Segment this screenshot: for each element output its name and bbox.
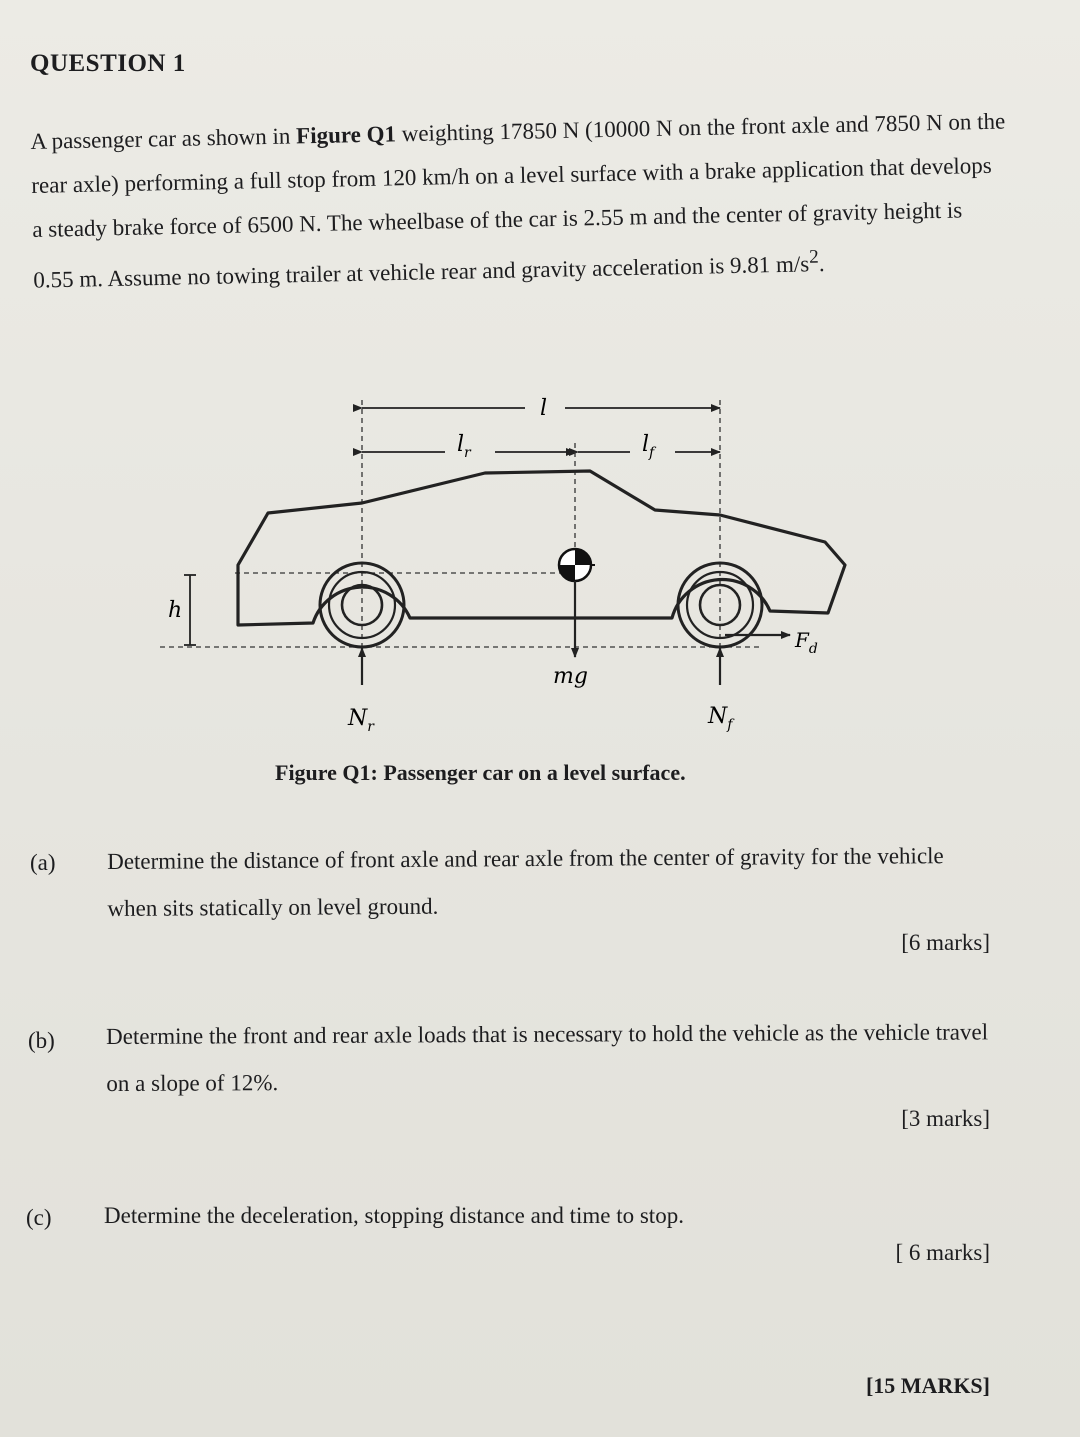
figure-caption: Figure Q1: Passenger car on a level surface. [275,760,686,785]
label-h: h [168,598,183,623]
total-marks: [15 MARKS] [865,1373,990,1398]
label-nr: $N_r$ [348,706,374,735]
label-lr: $l_r$ [457,432,471,461]
intro-text-end: . [818,251,825,277]
figure-q1 [150,385,890,765]
intro-text-start: A passenger car as shown in [30,123,297,154]
label-mg: mg [553,664,588,689]
dimension-lr [362,432,575,461]
dimension-h [168,575,196,645]
question-a-marks: [6 marks] [901,930,990,955]
exponent: 2 [808,246,819,268]
question-c-label: (c) [26,1205,52,1230]
label-l: l [540,396,548,421]
question-b-text: Determine the front and rear axle loads that is necessary to hold the vehicle as the vehicle travel on a slope of 12%. [106,1019,989,1096]
question-a-label: (a) [30,850,56,875]
center-of-gravity-symbol [559,549,595,581]
label-nf: $N_f$ [708,704,733,733]
question-b-label: (b) [28,1028,55,1053]
question-a-text: Determine the distance of front axle and rear axle from the center of gravity for the vehicle when sits statically on level ground. [107,843,944,921]
figure-reference: Figure Q1 [295,121,397,149]
dimension-l [362,396,720,421]
car-free-body-diagram [150,385,890,765]
label-fd: $F_d$ [795,628,818,657]
label-lf: $l_f$ [642,432,655,461]
question-heading: QUESTION 1 [30,50,186,77]
question-c-text: Determine the deceleration, stopping distance and time to stop. [104,1203,684,1228]
question-b-marks: [3 marks] [901,1106,990,1131]
question-c-marks: [ 6 marks] [895,1240,990,1265]
question-intro [30,100,1009,303]
dimension-lf [578,432,720,461]
intro-paragraph [30,100,1009,303]
intro-text-body: weighting 17850 N (10000 N on the front axle and 7850 N on the rear axle) performing a full stop from 120 km/h on a level surface with a brake application that develops a steady brake force of 6500 N. The wheelbase of the car is 2.55 m and the center of gravity height is 0.55 m. Assume no towing trailer at vehicle rear and gravity acceleration is 9.81 m/s [31,108,1006,293]
